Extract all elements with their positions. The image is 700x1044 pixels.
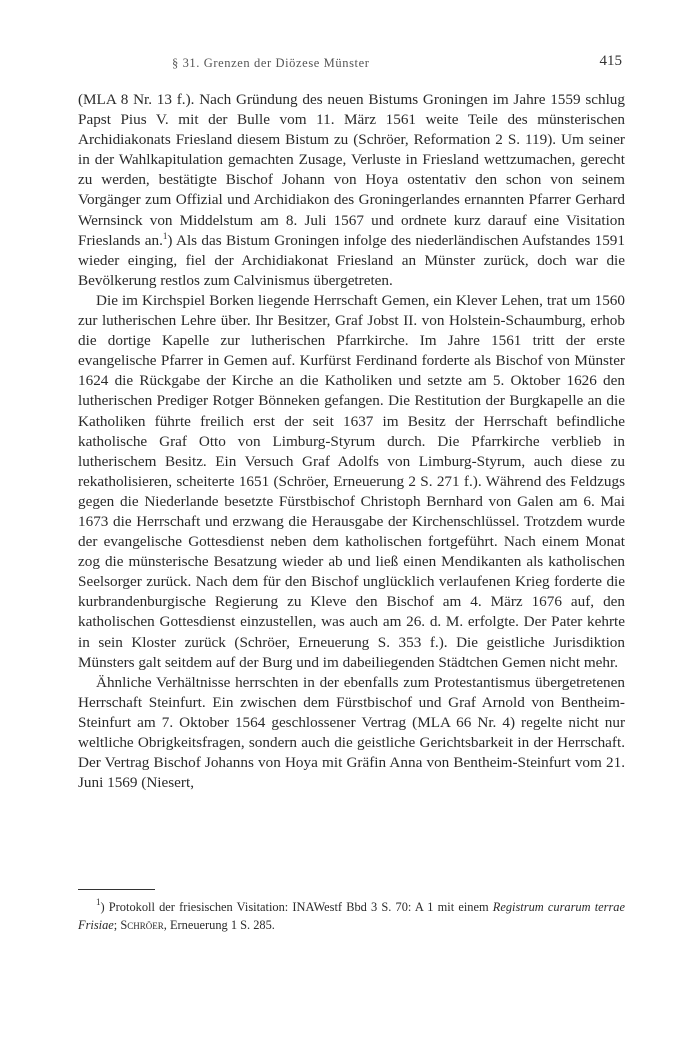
footnote-separator — [78, 889, 155, 890]
paragraph-1-text-a: (MLA 8 Nr. 13 f.). Nach Gründung des neuen Bistums Groningen im Jahre 1559 schlug Papst Pius V. mit der Bulle vom 11. März 1561 weite Teile des münsterischen Archidiakonats Friesland diesem Bistum zu (Schröer, Reformation 2 S. 119). Um seiner in der Wahlkapitulation gemachten Zusage, Verluste in Friesland wettzumachen, gerecht zu werden, bestätigte Bischof Johann von Hoya ostentativ den schon von seinem Vorgänger zum Offizial und Archidiakon des Groningerlandes ernannten Pfarrer Gerhard Wernsinck von Middelstum am 8. Juli 1567 und ordnete kurz darauf eine Visitation Frieslands an. — [78, 91, 625, 249]
page-number: 415 — [599, 53, 622, 69]
running-title: § 31. Grenzen der Diözese Münster — [172, 56, 370, 70]
body-text — [78, 90, 625, 793]
running-header — [0, 53, 700, 73]
paragraph-1 — [78, 90, 625, 291]
paragraph-2: Die im Kirchspiel Borken liegende Herrschaft Gemen, ein Klever Lehen, trat um 1560 zur lutherischen Lehre über. Ihr Besitzer, Graf Jobst II. von Holstein-Schaumburg, erhob die dortige Kapelle zur lutherischen Pfarrkirche. Im Jahre 1561 tritt der erste evangelische Pfarrer in Gemen auf. Kurfürst Ferdinand forderte als Bischof von Münster 1624 die Rückgabe der Kirche an die Katholiken und setzte am 5. Oktober 1626 den lutherischen Prediger Rotger Bönneken gefangen. Die Restitution der Burgkapelle an die Katholiken führte freilich erst der seit 1637 im Besitz der Herrschaft befindliche katholische Graf Otto von Limburg-Styrum durch. Die Pfarrkirche verblieb in lutherischem Besitz. Ein Versuch Graf Adolfs von Limburg-Styrum, auch diese zu rekatholisieren, scheiterte 1651 (Schröer, Erneuerung 2 S. 271 f.). Während des Feldzugs gegen die Niederlande besetzte Fürstbischof Christoph Bernhard von Galen am 6. Mai 1673 die Herrschaft und erzwang die Herausgabe der Kirchenschlüssel. Trotzdem wurde der evangelische Gottesdienst neben dem katholischen fortgeführt. Nach einem Monat zog die münsterische Besatzung wieder ab und ließ einen Mendikanten als katholischen Seelsorger zurück. Nach dem für den Bischof unglücklich verlaufenen Krieg forderte die kurbrandenburgische Regierung zu Kleve den Bischof am 4. März 1676 auf, den katholischen Gottesdienst einzustellen, was auch am 26. d. M. erfolgte. Der Pater kehrte in sein Kloster zurück (Schröer, Erneuerung S. 353 f.). Die geistliche Jurisdiktion Münsters galt seitdem auf der Burg und im dabeiliegenden Städtchen Gemen nicht mehr. — [78, 291, 625, 671]
footnote-rest: , Erneuerung 1 S. 285. — [163, 918, 275, 932]
paragraph-1-text-b: ) Als das Bistum Groningen infolge des niederländischen Aufstandes 1591 wieder einging, fiel der Archidiakonat Friesland an Münster zurück, doch war die Bevölkerung restlos zum Calvinismus übergetreten. — [78, 231, 625, 289]
footnote-reference[interactable]: 1 — [162, 230, 168, 241]
footnote-1 — [78, 898, 625, 934]
footnote-separator-text: ; — [113, 918, 121, 932]
footnote-marker: 1 — [96, 897, 101, 907]
footnote-text: ) Protokoll der friesischen Visitation: INAWestf Bbd 3 S. 70: A 1 mit einem — [100, 900, 493, 914]
footnote-author: Schröer — [120, 918, 164, 932]
footnote-italic-title: Registrum curarum terrae Frisiae — [78, 900, 626, 932]
paragraph-3: Ähnliche Verhältnisse herrschten in der ebenfalls zum Protestantismus übergetretenen Herrschaft Steinfurt. Ein zwischen dem Fürstbischof und Graf Arnold von Bentheim-Steinfurt am 7. Oktober 1564 geschlossener Vertrag (MLA 66 Nr. 4) regelte nicht nur weltliche Obrigkeitsfragen, sondern auch die geistliche Gerichtsbarkeit in der Herrschaft. Der Vertrag Bischof Johanns von Hoya mit Gräfin Anna von Bentheim-Steinfurt vom 21. Juni 1569 (Niesert, — [78, 673, 625, 792]
